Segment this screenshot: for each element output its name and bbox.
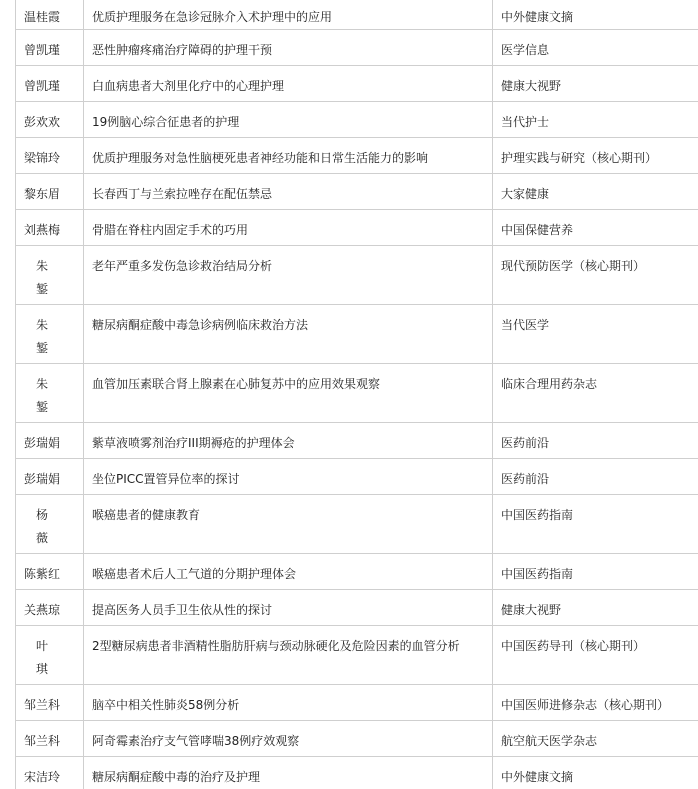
author-cell bbox=[16, 459, 84, 495]
publication-table-body bbox=[16, 1, 698, 789]
publication-table bbox=[15, 0, 698, 789]
paper-title-cell: 脑卒中相关性肺炎58例分析 bbox=[84, 685, 493, 721]
author-name: 邹兰科 bbox=[24, 734, 61, 748]
author-name-second: 錾 bbox=[35, 400, 48, 414]
journal-cell: 当代医学 bbox=[493, 305, 698, 364]
journal-cell: 中国医师进修杂志（核心期刊） bbox=[493, 685, 698, 721]
table-row bbox=[16, 554, 698, 590]
author-cell bbox=[16, 685, 84, 721]
author-name: 彭瑞娟 bbox=[24, 472, 61, 486]
table-row bbox=[16, 246, 698, 305]
author-cell bbox=[16, 138, 84, 174]
author-name-first: 叶 bbox=[35, 639, 48, 653]
paper-title-cell: 血管加压素联合肾上腺素在心肺复苏中的应用效果观察 bbox=[84, 364, 493, 423]
author-name: 陈紫红 bbox=[24, 567, 61, 581]
paper-title-cell: 白血病患者大剂里化疗中的心理护理 bbox=[84, 66, 493, 102]
table-row bbox=[16, 66, 698, 102]
table-row bbox=[16, 174, 698, 210]
journal-cell: 护理实践与研究（核心期刊） bbox=[493, 138, 698, 174]
journal-cell: 临床合理用药杂志 bbox=[493, 364, 698, 423]
table-row bbox=[16, 459, 698, 495]
table-row bbox=[16, 423, 698, 459]
table-row bbox=[16, 590, 698, 626]
journal-cell: 现代预防医学（核心期刊） bbox=[493, 246, 698, 305]
paper-title-cell: 糖尿病酮症酸中毒的治疗及护理 bbox=[84, 757, 493, 789]
journal-cell: 医药前沿 bbox=[493, 423, 698, 459]
author-cell bbox=[16, 495, 84, 554]
paper-title-cell: 骨腊在脊柱内固定手术的巧用 bbox=[84, 210, 493, 246]
journal-cell: 当代护士 bbox=[493, 102, 698, 138]
author-name: 曾凯瑾 bbox=[24, 79, 61, 93]
author-name-first: 杨 bbox=[35, 508, 48, 522]
journal-cell: 中国保健营养 bbox=[493, 210, 698, 246]
author-cell bbox=[16, 102, 84, 138]
paper-title-cell: 紫草液喷雾剂治疗III期褥疮的护理体会 bbox=[84, 423, 493, 459]
author-name: 宋洁玲 bbox=[24, 770, 61, 784]
paper-title-cell: 坐位PICC置管异位率的探讨 bbox=[84, 459, 493, 495]
table-row bbox=[16, 495, 698, 554]
paper-title-cell: 恶性肿瘤疼痛治疗障碍的护理干预 bbox=[84, 30, 493, 66]
paper-title-cell: 19例脑心综合征患者的护理 bbox=[84, 102, 493, 138]
author-cell bbox=[16, 210, 84, 246]
author-name-first: 朱 bbox=[35, 377, 48, 391]
journal-cell: 航空航天医学杂志 bbox=[493, 721, 698, 757]
paper-title-cell: 长春西丁与兰索拉唑存在配伍禁忌 bbox=[84, 174, 493, 210]
author-name: 黎东眉 bbox=[24, 187, 61, 201]
journal-cell: 中国医药导刊（核心期刊） bbox=[493, 626, 698, 685]
table-row bbox=[16, 721, 698, 757]
table-row bbox=[16, 685, 698, 721]
journal-cell: 健康大视野 bbox=[493, 66, 698, 102]
author-name: 曾凯瑾 bbox=[24, 43, 61, 57]
author-cell bbox=[16, 590, 84, 626]
author-cell bbox=[16, 757, 84, 789]
author-name-second: 錾 bbox=[35, 341, 48, 355]
paper-title-cell: 喉癌患者术后人工气道的分期护理体会 bbox=[84, 554, 493, 590]
paper-title-cell: 2型糖尿病患者非酒精性脂肪肝病与颈动脉硬化及危险因素的血管分析 bbox=[84, 626, 493, 685]
author-cell bbox=[16, 30, 84, 66]
author-cell bbox=[16, 66, 84, 102]
author-name: 关燕琼 bbox=[24, 603, 61, 617]
author-name-second: 薇 bbox=[35, 531, 48, 545]
table-row bbox=[16, 305, 698, 364]
journal-cell: 中外健康文摘 bbox=[493, 757, 698, 789]
author-cell bbox=[16, 721, 84, 757]
author-cell bbox=[16, 554, 84, 590]
author-cell bbox=[16, 626, 84, 685]
author-cell bbox=[16, 1, 84, 30]
journal-cell: 中国医药指南 bbox=[493, 554, 698, 590]
table-row bbox=[16, 757, 698, 789]
journal-cell: 中国医药指南 bbox=[493, 495, 698, 554]
table-row bbox=[16, 30, 698, 66]
author-cell bbox=[16, 246, 84, 305]
author-name: 邹兰科 bbox=[24, 698, 61, 712]
author-cell bbox=[16, 364, 84, 423]
paper-title-cell: 提高医务人员手卫生依从性的探讨 bbox=[84, 590, 493, 626]
paper-title-cell: 糖尿病酮症酸中毒急诊病例临床救治方法 bbox=[84, 305, 493, 364]
author-name: 温桂霞 bbox=[24, 10, 61, 24]
author-name-first: 朱 bbox=[35, 318, 48, 332]
author-cell bbox=[16, 305, 84, 364]
table-row bbox=[16, 210, 698, 246]
author-name: 梁锦玲 bbox=[24, 151, 61, 165]
author-name-second: 琪 bbox=[35, 662, 48, 676]
author-name: 彭瑞娟 bbox=[24, 436, 61, 450]
journal-cell: 医学信息 bbox=[493, 30, 698, 66]
table-row bbox=[16, 626, 698, 685]
author-name: 刘燕梅 bbox=[24, 223, 61, 237]
table-row bbox=[16, 364, 698, 423]
author-name-first: 朱 bbox=[35, 259, 48, 273]
author-cell bbox=[16, 423, 84, 459]
paper-title-cell: 老年严重多发伤急诊救治结局分析 bbox=[84, 246, 493, 305]
journal-cell: 大家健康 bbox=[493, 174, 698, 210]
paper-title-cell: 阿奇霉素治疗支气管哮喘38例疗效观察 bbox=[84, 721, 493, 757]
author-name: 彭欢欢 bbox=[24, 115, 61, 129]
table-row bbox=[16, 138, 698, 174]
journal-cell: 健康大视野 bbox=[493, 590, 698, 626]
table-row bbox=[16, 102, 698, 138]
paper-title-cell: 优质护理服务对急性脑梗死患者神经功能和日常生活能力的影响 bbox=[84, 138, 493, 174]
journal-cell: 中外健康文摘 bbox=[493, 1, 698, 30]
author-name-second: 錾 bbox=[35, 282, 48, 296]
journal-cell: 医药前沿 bbox=[493, 459, 698, 495]
author-cell bbox=[16, 174, 84, 210]
paper-title-cell: 优质护理服务在急诊冠脉介入术护理中的应用 bbox=[84, 1, 493, 30]
table-row bbox=[16, 1, 698, 30]
paper-title-cell: 喉癌患者的健康教育 bbox=[84, 495, 493, 554]
